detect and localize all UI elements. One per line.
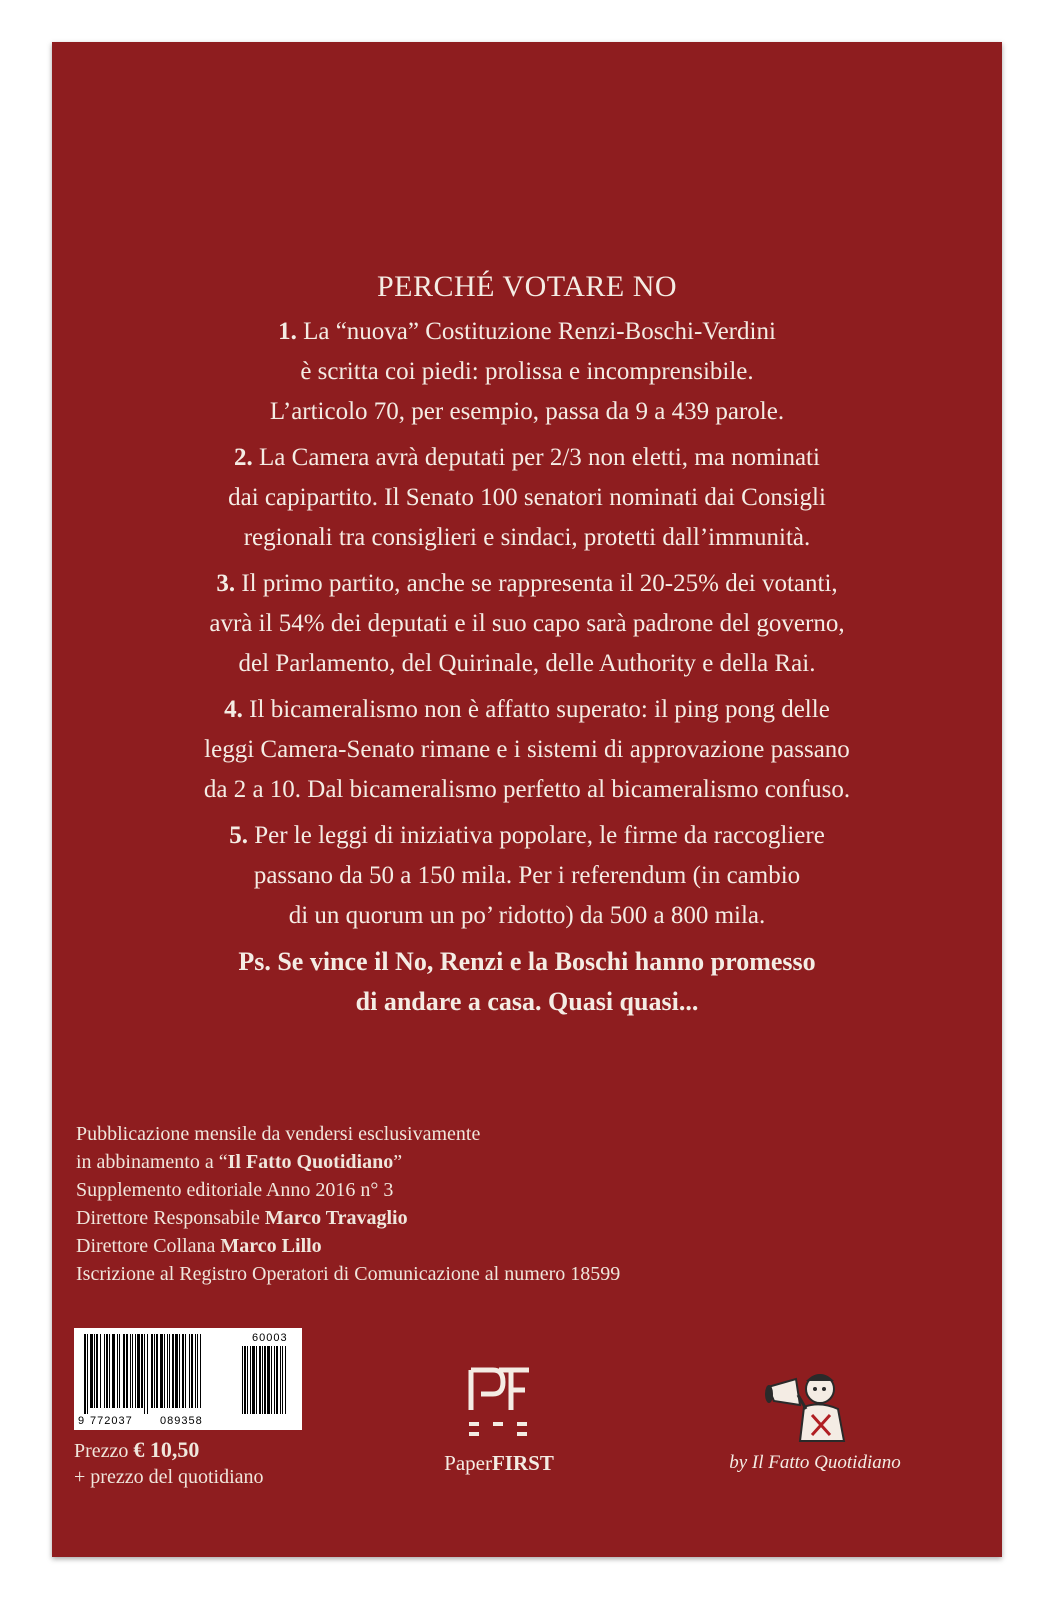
barcode-addon-bar (259, 1346, 261, 1414)
point-line: Il bicameralismo non è affatto superato: il ping pong delle (249, 696, 830, 723)
barcode-addon-bar (256, 1346, 257, 1414)
barcode (74, 1328, 302, 1430)
point-line: è scritta coi piedi: prolissa e incomprensibile. (300, 358, 754, 385)
barcode-bar (175, 1334, 178, 1408)
barcode-addon-bar (242, 1346, 243, 1414)
barcode-bar (200, 1334, 201, 1408)
barcode-bar (189, 1334, 190, 1408)
point-line: avrà il 54% dei deputati e il suo capo sarà padrone del governo, (209, 610, 845, 637)
barcode-bar (167, 1334, 168, 1408)
point-line: del Parlamento, del Quirinale, delle Authority e della Rai. (238, 650, 816, 677)
point-number: 1. (278, 318, 297, 345)
point-1 (60, 312, 994, 432)
barcode-addon-bar (264, 1346, 266, 1414)
barcode-bar (185, 1334, 186, 1408)
colophon-text: Direttore Responsabile (76, 1207, 265, 1229)
paperfirst-logo (424, 1364, 574, 1476)
price-amount: € 10,50 (133, 1437, 200, 1462)
barcode-bar (197, 1334, 198, 1408)
point-number: 2. (234, 444, 253, 471)
heading: PERCHÉ VOTARE NO (376, 270, 678, 303)
barcode-addon-bar (280, 1346, 281, 1414)
point-line: leggi Camera-Senato rimane e i sistemi di approvazione passano (204, 736, 850, 763)
point-line: da 2 a 10. Dal bicameralismo perfetto al bicameralismo confuso. (203, 776, 851, 803)
barcode-bar (154, 1334, 155, 1408)
price-label: Prezzo (74, 1440, 134, 1462)
point-3 (60, 564, 994, 684)
barcode-addon-bar (247, 1346, 248, 1414)
barcode-bar (90, 1334, 93, 1408)
megaphone-mascot-icon (760, 1365, 870, 1445)
barcode-lead-digit: 9 (78, 1415, 85, 1427)
colophon-line: Pubblicazione mensile da vendersi esclusivamente (76, 1123, 481, 1145)
point-number: 5. (229, 822, 248, 849)
point-5 (60, 816, 994, 936)
barcode-bar (123, 1334, 125, 1408)
newspaper-name: Il Fatto Quotidiano (227, 1151, 394, 1173)
barcode-addon-bars (242, 1346, 286, 1414)
point-number: 4. (224, 696, 243, 723)
barcode-bar (109, 1334, 110, 1408)
colophon-text: Direttore Collana (76, 1235, 221, 1257)
point-line: regionali tra consiglieri e sindaci, protetti dall’immunità. (243, 524, 811, 551)
fatto-quotidiano-logo (700, 1365, 930, 1474)
colophon-line: Supplemento editoriale Anno 2016 n° 3 (76, 1179, 394, 1201)
barcode-addon-bar (271, 1346, 272, 1414)
postscript (60, 942, 994, 1022)
barcode-addon-bar (252, 1346, 255, 1414)
postscript-line: di andare a casa. Quasi quasi... (355, 987, 699, 1016)
barcode-addon-bar (285, 1346, 286, 1414)
point-line: di un quorum un po’ ridotto) da 500 a 800 mila. (288, 902, 766, 929)
barcode-bar (132, 1334, 133, 1408)
barcode-bar (156, 1334, 158, 1408)
barcode-bar (191, 1334, 193, 1408)
barcode-bar (104, 1334, 105, 1408)
barcode-bar (84, 1334, 86, 1414)
barcode-bar (169, 1334, 170, 1408)
barcode-addon-bar (267, 1346, 270, 1414)
main-text-block (60, 270, 994, 1022)
barcode-bar (112, 1334, 115, 1408)
series-director-name: Marco Lillo (220, 1235, 322, 1257)
point-2 (60, 438, 994, 558)
barcode-bar (182, 1334, 184, 1408)
barcode-bar (119, 1334, 120, 1408)
point-line: dai capipartito. Il Senato 100 senatori nominati dai Consigli (228, 484, 826, 511)
barcode-addon-bar (262, 1346, 263, 1414)
barcode-bar (87, 1334, 88, 1414)
colophon-line: Iscrizione al Registro Operatori di Comunicazione al numero 18599 (76, 1263, 621, 1285)
barcode-addon-bar (282, 1346, 283, 1414)
barcode-bar (179, 1334, 180, 1408)
barcode-bar (195, 1334, 196, 1408)
barcode-bar (141, 1334, 143, 1408)
point-line: La “nuova” Costituzione Renzi-Boschi-Verdini (303, 318, 776, 345)
barcode-bar (144, 1334, 145, 1414)
point-line: La Camera avrà deputati per 2/3 non eletti, ma nominati (259, 444, 820, 471)
barcode-bar (151, 1334, 153, 1408)
price-note: + prezzo del quotidiano (74, 1466, 264, 1488)
colophon-text: ” (393, 1151, 403, 1173)
director-name: Marco Travaglio (264, 1207, 408, 1229)
barcode-bar (94, 1334, 95, 1408)
barcode-bar (130, 1334, 131, 1408)
barcode-addon-bar (250, 1346, 251, 1414)
barcode-bar (126, 1334, 128, 1408)
barcode-left-digits: 772037 (90, 1415, 133, 1427)
barcode-addon-bar (274, 1346, 275, 1414)
point-line: L’articolo 70, per esempio, passa da 9 a 439 parole. (269, 398, 785, 425)
point-number: 3. (216, 570, 236, 597)
colophon (76, 1120, 876, 1288)
point-4 (60, 690, 994, 810)
barcode-addon-bar (244, 1346, 246, 1414)
barcode-bar (147, 1334, 148, 1414)
barcode-bar (164, 1334, 165, 1408)
price-block (74, 1437, 264, 1490)
paperfirst-mark-icon (459, 1364, 539, 1440)
barcode-addon-digits: 60003 (252, 1332, 288, 1344)
barcode-addon-bar (276, 1346, 278, 1414)
postscript-line: Ps. Se vince il No, Renzi e la Boschi hanno promesso (238, 947, 816, 976)
barcode-main-bars (84, 1334, 201, 1414)
publisher-name: PaperFIRST (444, 1451, 554, 1475)
barcode-bar (160, 1334, 163, 1408)
point-line: passano da 50 a 150 mila. Per i referendum (in cambio (253, 862, 801, 889)
point-line: Il primo partito, anche se rappresenta il 20-25% dei votanti, (241, 570, 838, 597)
barcode-bar (135, 1334, 136, 1408)
barcode-right-digits: 089358 (160, 1415, 203, 1427)
barcode-bar (117, 1334, 118, 1408)
colophon-text: in abbinamento a “ (76, 1151, 228, 1173)
barcode-bar (100, 1334, 101, 1408)
barcode-bar (172, 1334, 174, 1408)
barcode-bar (106, 1334, 108, 1408)
barcode-bar (96, 1334, 98, 1408)
barcode-graphic (74, 1328, 302, 1430)
barcode-bar (137, 1334, 140, 1408)
point-line: Per le leggi di iniziativa popolare, le firme da raccogliere (254, 822, 825, 849)
brand-byline: by Il Fatto Quotidiano (729, 1452, 901, 1473)
